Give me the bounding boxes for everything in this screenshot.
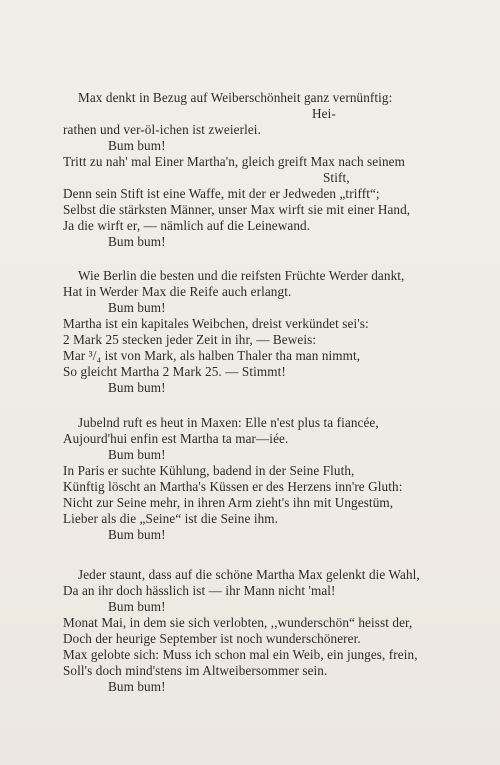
verse-line: Denn sein Stift ist eine Waffe, mit der er Jedweden „trifft“; [63, 186, 380, 201]
verse-line: In Paris er suchte Kühlung, badend in der Seine Fluth, [63, 463, 355, 478]
verse-line: rathen und ver-öl-ichen ist zweierlei. [63, 122, 261, 137]
verse-line: Aujourd'hui enfin est Martha ta mar—iée. [63, 431, 289, 446]
verse-line: Wie Berlin die besten und die reifsten Früchte Werder dankt, [78, 268, 405, 283]
refrain: Bum bum! [108, 447, 166, 462]
verse-line: Tritt zu nah' mal Einer Martha'n, gleich greift Max nach seinem [63, 154, 405, 169]
verse-line: Mar ³/₄ ist von Mark, als halben Thaler tha man nimmt, [63, 348, 361, 363]
refrain: Bum bum! [108, 234, 166, 249]
refrain: Bum bum! [108, 380, 166, 395]
verse-line: Jeder staunt, dass auf die schöne Martha Max gelenkt die Wahl, [78, 567, 420, 582]
verse-line: Jubelnd ruft es heut in Maxen: Elle n'est plus ta fiancée, [78, 415, 379, 430]
verse-line: Künftig löscht an Martha's Küssen er des Herzens inn're Gluth: [63, 479, 403, 494]
verse-line: 2 Mark 25 stecken jeder Zeit in ihr, — Beweis: [63, 332, 317, 347]
refrain: Bum bum! [108, 527, 166, 542]
verse-line: Doch der heurige September ist noch wunderschönerer. [63, 631, 361, 646]
verse-line: Hat in Werder Max die Reife auch erlangt. [63, 284, 292, 299]
refrain: Bum bum! [108, 599, 166, 614]
verse-line: Ja die wirft er, — nämlich auf die Leinewand. [63, 218, 311, 233]
verse-line: Lieber als die „Seine“ ist die Seine ihm. [63, 511, 279, 526]
verse-line: Max denkt in Bezug auf Weiberschönheit ganz vernünftig: [78, 90, 393, 105]
verse-line: So gleicht Martha 2 Mark 25. — Stimmt! [63, 364, 286, 379]
refrain: Bum bum! [108, 300, 166, 315]
verse-line: Martha ist ein kapitales Weibchen, dreist verkündet sei's: [63, 316, 369, 331]
refrain: Bum bum! [108, 679, 166, 694]
verse-line-continuation: Stift, [323, 170, 350, 185]
verse-line: Monat Mai, in dem sie sich verlobten, ,,wunderschön“ heisst der, [63, 615, 413, 630]
verse-line: Selbst die stärksten Männer, unser Max wirft sie mit einer Hand, [63, 202, 411, 217]
verse-line: Nicht zur Seine mehr, in ihren Arm zieht's ihn mit Ungestüm, [63, 495, 394, 510]
refrain: Bum bum! [108, 138, 166, 153]
verse-line-continuation: Hei- [312, 106, 336, 121]
verse-line: Da an ihr doch hässlich ist — ihr Mann nicht 'mal! [63, 583, 336, 598]
verse-line: Soll's doch mind'stens im Altweibersommer sein. [63, 663, 328, 678]
verse-line: Max gelobte sich: Muss ich schon mal ein Weib, ein junges, frein, [63, 647, 418, 662]
